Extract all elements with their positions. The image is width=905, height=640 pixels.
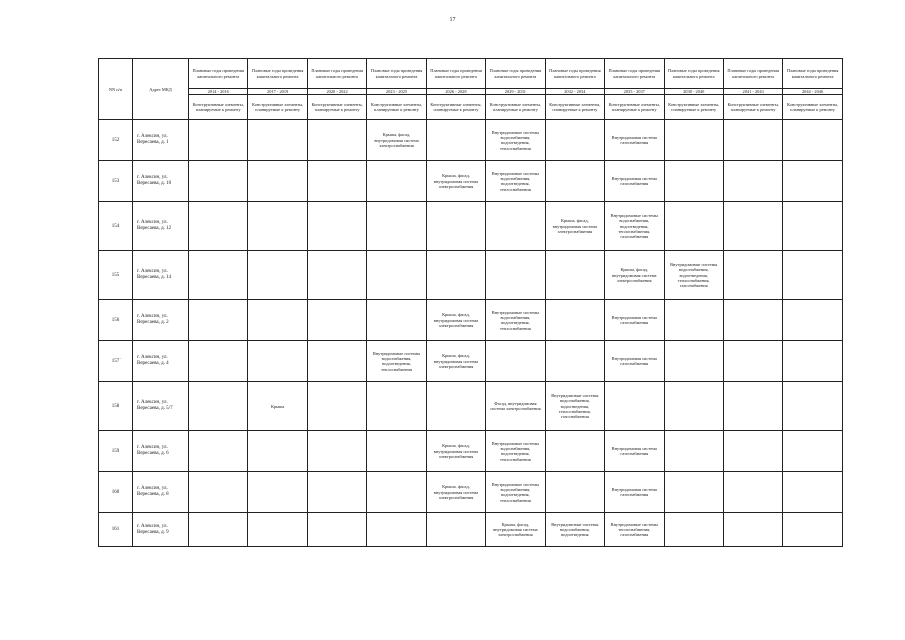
- header-elements-label: Конструктивные элементы, планируемые к ремонту: [664, 95, 723, 120]
- table-row: [99, 382, 843, 431]
- repair-cell: [723, 251, 782, 300]
- header-period-label: Плановые годы проведения капитального ремонта: [723, 59, 782, 89]
- repair-cell: [189, 300, 248, 341]
- repair-cell: [367, 431, 426, 472]
- header-period-years: 2014 - 2016: [189, 89, 248, 95]
- header-period-label: Плановые годы проведения капитального ремонта: [783, 59, 842, 89]
- row-address: г. Алексин, ул. Вересаева, д. 1: [133, 120, 189, 161]
- row-number: 152: [99, 120, 133, 161]
- row-number: 154: [99, 202, 133, 251]
- repair-cell: [783, 382, 842, 431]
- repair-cell: [664, 341, 723, 382]
- header-period-label: Плановые годы проведения капитального ремонта: [426, 59, 485, 89]
- repair-cell: [307, 202, 366, 251]
- repair-cell: [189, 341, 248, 382]
- header-elements-label: Конструктивные элементы, планируемые к ремонту: [723, 95, 782, 120]
- repair-cell: [307, 472, 366, 513]
- repair-cell: [723, 341, 782, 382]
- repair-cell: [426, 202, 485, 251]
- header-period-label: Плановые годы проведения капитального ремонта: [307, 59, 366, 89]
- repair-cell: [248, 472, 307, 513]
- table-row: [99, 341, 843, 382]
- repair-cell: [723, 161, 782, 202]
- header-elements-label: Конструктивные элементы, планируемые к ремонту: [545, 95, 604, 120]
- repair-cell: Внутридомовые системы водоснабжения, водоотведения, теплоснабжения: [486, 120, 545, 161]
- repair-cell: [307, 251, 366, 300]
- repair-cell: [189, 382, 248, 431]
- header-elements-label: Конструктивные элементы, планируемые к ремонту: [426, 95, 485, 120]
- repair-cell: [248, 431, 307, 472]
- repair-cell: [664, 161, 723, 202]
- repair-cell: [307, 300, 366, 341]
- repair-cell: Крыша, фасад, внутридомовая система электроснабжения: [426, 472, 485, 513]
- repair-cell: [605, 382, 664, 431]
- repair-cell: [783, 202, 842, 251]
- table-row: [99, 120, 843, 161]
- repair-cell: [486, 251, 545, 300]
- repair-cell: [664, 431, 723, 472]
- repair-cell: Внутридомовая система газоснабжения: [605, 300, 664, 341]
- repair-cell: Внутридомовые системы водоснабжения, водоотведения, теплоснабжения: [486, 431, 545, 472]
- row-number: 157: [99, 341, 133, 382]
- repair-cell: [783, 472, 842, 513]
- repair-cell: [545, 161, 604, 202]
- repair-cell: [307, 341, 366, 382]
- repair-cell: [545, 472, 604, 513]
- repair-cell: [723, 300, 782, 341]
- row-address: г. Алексин, ул. Вересаева, д. 9: [133, 513, 189, 547]
- repair-cell: Внутридомовые системы теплоснабжения, газоснабжения: [605, 513, 664, 547]
- repair-cell: [307, 382, 366, 431]
- repair-cell: [486, 341, 545, 382]
- header-period-label: Плановые годы проведения капитального ремонта: [605, 59, 664, 89]
- repair-cell: Крыша: [248, 382, 307, 431]
- header-period-years: 2017 - 2019: [248, 89, 307, 95]
- header-period-years: 2041 - 2043: [723, 89, 782, 95]
- repair-cell: [664, 300, 723, 341]
- repair-cell: [307, 161, 366, 202]
- header-address: Адрес МКД: [133, 59, 189, 120]
- header-elements-label: Конструктивные элементы, планируемые к ремонту: [248, 95, 307, 120]
- repair-cell: Внутридомовая система газоснабжения: [605, 472, 664, 513]
- header-period-years: 2023 - 2025: [367, 89, 426, 95]
- page-number: 17: [449, 17, 456, 23]
- repair-cell: [664, 120, 723, 161]
- repair-cell: [545, 341, 604, 382]
- header-period-label: Плановые годы проведения капитального ремонта: [486, 59, 545, 89]
- row-number: 159: [99, 431, 133, 472]
- repair-cell: [545, 251, 604, 300]
- repair-cell: [783, 300, 842, 341]
- repair-cell: Внутридомовые системы водоснабжения, водоотведения: [545, 513, 604, 547]
- header-elements-label: Конструктивные элементы, планируемые к ремонту: [307, 95, 366, 120]
- repair-cell: [189, 202, 248, 251]
- repair-cell: [783, 251, 842, 300]
- header-period-label: Плановые годы проведения капитального ремонта: [189, 59, 248, 89]
- header-period-label: Плановые годы проведения капитального ремонта: [367, 59, 426, 89]
- repair-cell: Внутридомовые системы водоснабжения, водоотведения, теплоснабжения, газоснабжения: [605, 202, 664, 251]
- repair-cell: [426, 120, 485, 161]
- repair-cell: [723, 120, 782, 161]
- table-row: [99, 472, 843, 513]
- repair-cell: [307, 513, 366, 547]
- repair-cell: Внутридомовые системы водоснабжения, водоотведения, теплоснабжения: [367, 341, 426, 382]
- repair-cell: [367, 202, 426, 251]
- repair-cell: Крыша, фасад, внутридомовая система электроснабжения: [545, 202, 604, 251]
- repair-cell: [664, 382, 723, 431]
- header-period-label: Плановые годы проведения капитального ремонта: [248, 59, 307, 89]
- row-address: г. Алексин, ул. Вересаева, д. 8: [133, 472, 189, 513]
- header-period-label: Плановые годы проведения капитального ремонта: [664, 59, 723, 89]
- repair-cell: [545, 300, 604, 341]
- header-row-number: NN п/п: [99, 59, 133, 120]
- header-elements-label: Конструктивные элементы, планируемые к ремонту: [486, 95, 545, 120]
- row-number: 158: [99, 382, 133, 431]
- repair-cell: [367, 161, 426, 202]
- header-period-years: 2044 - 2046: [783, 89, 842, 95]
- row-address: г. Алексин, ул. Вересаева, д. 2: [133, 300, 189, 341]
- repair-cell: [426, 251, 485, 300]
- repair-cell: Крыша, фасад, внутридомовая система электроснабжения: [486, 513, 545, 547]
- repair-cell: Крыша, фасад, внутридомовая система электроснабжения: [426, 431, 485, 472]
- repair-cell: [367, 513, 426, 547]
- row-number: 153: [99, 161, 133, 202]
- repair-cell: Крыша, фасад, внутридомовая система электроснабжения: [367, 120, 426, 161]
- header-period-years: 2032 - 2034: [545, 89, 604, 95]
- row-number: 160: [99, 472, 133, 513]
- repair-cell: [783, 120, 842, 161]
- table-row: [99, 161, 843, 202]
- repair-cell: [723, 513, 782, 547]
- table-row: [99, 202, 843, 251]
- repair-cell: [664, 202, 723, 251]
- repair-cell: [367, 251, 426, 300]
- repair-cell: [248, 251, 307, 300]
- repair-cell: [783, 341, 842, 382]
- repair-cell: [723, 382, 782, 431]
- row-address: г. Алексин, ул. Вересаева, д. 10: [133, 161, 189, 202]
- repair-cell: Внутридомовые системы водоснабжения, водоотведения, теплоснабжения, газоснабжения: [664, 251, 723, 300]
- repair-cell: Внутридомовая система газоснабжения: [605, 431, 664, 472]
- header-period-label: Плановые годы проведения капитального ремонта: [545, 59, 604, 89]
- row-address: г. Алексин, ул. Вересаева, д. 14: [133, 251, 189, 300]
- header-period-years: 2035 - 2037: [605, 89, 664, 95]
- row-number: 155: [99, 251, 133, 300]
- header-elements-label: Конструктивные элементы, планируемые к ремонту: [367, 95, 426, 120]
- repair-cell: [248, 341, 307, 382]
- row-address: г. Алексин, ул. Вересаева, д. 5/7: [133, 382, 189, 431]
- repair-cell: Крыша, фасад, внутридомовая система электроснабжения: [426, 161, 485, 202]
- header-period-years: 2026 - 2028: [426, 89, 485, 95]
- repair-cell: [307, 120, 366, 161]
- header-period-years: 2038 - 2040: [664, 89, 723, 95]
- repair-cell: [189, 472, 248, 513]
- table-body: [99, 120, 843, 547]
- header-elements-label: Конструктивные элементы, планируемые к ремонту: [189, 95, 248, 120]
- repair-cell: Внутридомовые системы водоснабжения, водоотведения, теплоснабжения: [486, 161, 545, 202]
- repair-cell: Крыша, фасад, внутридомовая система электроснабжения: [605, 251, 664, 300]
- table-row: [99, 431, 843, 472]
- repair-cell: [426, 513, 485, 547]
- repair-cell: [664, 472, 723, 513]
- repair-cell: [723, 431, 782, 472]
- repair-cell: [248, 513, 307, 547]
- row-address: г. Алексин, ул. Вересаева, д. 4: [133, 341, 189, 382]
- repair-cell: [664, 513, 723, 547]
- repair-cell: [545, 431, 604, 472]
- header-elements-row: [99, 95, 843, 120]
- table-row: [99, 251, 843, 300]
- repair-cell: Внутридомовые системы водоснабжения, водоотведения, теплоснабжения, газоснабжения: [545, 382, 604, 431]
- repair-cell: [486, 202, 545, 251]
- header-period-row: [99, 59, 843, 89]
- repair-cell: [307, 431, 366, 472]
- repair-cell: Крыша, фасад, внутридомовая система электроснабжения: [426, 341, 485, 382]
- repair-cell: [248, 161, 307, 202]
- table-row: [99, 513, 843, 547]
- table-row: [99, 300, 843, 341]
- repair-cell: Внутридомовая система газоснабжения: [605, 341, 664, 382]
- header-elements-label: Конструктивные элементы, планируемые к ремонту: [783, 95, 842, 120]
- repair-cell: [189, 251, 248, 300]
- repair-cell: [783, 431, 842, 472]
- header-elements-label: Конструктивные элементы, планируемые к ремонту: [605, 95, 664, 120]
- repair-cell: [189, 513, 248, 547]
- repair-cell: [367, 300, 426, 341]
- repair-cell: [426, 382, 485, 431]
- repair-cell: [723, 202, 782, 251]
- repair-cell: [545, 120, 604, 161]
- row-number: 156: [99, 300, 133, 341]
- repair-cell: [367, 382, 426, 431]
- header-period-years: 2020 - 2022: [307, 89, 366, 95]
- repair-cell: [248, 202, 307, 251]
- repair-cell: [783, 161, 842, 202]
- row-number: 161: [99, 513, 133, 547]
- row-address: г. Алексин, ул. Вересаева, д. 6: [133, 431, 189, 472]
- header-period-years: 2029 - 2031: [486, 89, 545, 95]
- row-address: г. Алексин, ул. Вересаева, д. 12: [133, 202, 189, 251]
- scan-mark: ·: [120, 357, 122, 362]
- repair-cell: Фасад, внутридомовая система электроснабжения: [486, 382, 545, 431]
- repair-cell: [189, 431, 248, 472]
- repair-cell: Внутридомовые системы водоснабжения, водоотведения, теплоснабжения: [486, 300, 545, 341]
- repair-cell: [367, 472, 426, 513]
- repair-schedule-table: [98, 58, 843, 547]
- repair-cell: [248, 120, 307, 161]
- repair-cell: Внутридомовая система газоснабжения: [605, 161, 664, 202]
- repair-cell: [189, 161, 248, 202]
- repair-cell: Внутридомовая система газоснабжения: [605, 120, 664, 161]
- repair-cell: Крыша, фасад, внутридомовая система электроснабжения: [426, 300, 485, 341]
- repair-cell: [783, 513, 842, 547]
- repair-cell: [189, 120, 248, 161]
- repair-cell: [248, 300, 307, 341]
- repair-cell: [723, 472, 782, 513]
- repair-cell: Внутридомовые системы водоснабжения, водоотведения, теплоснабжения: [486, 472, 545, 513]
